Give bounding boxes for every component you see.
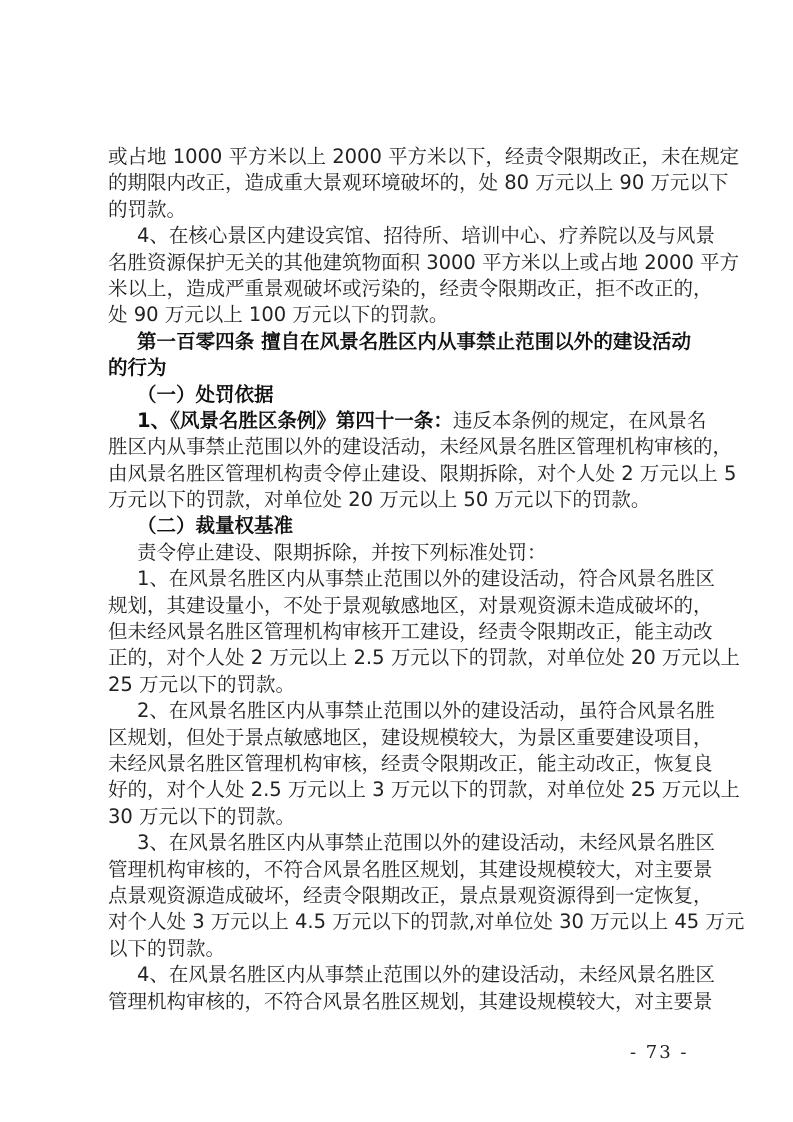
text-line [108, 751, 713, 777]
line-text: 4、在核心景区内建设宾馆、招待所、培训中心、疗养院以及与风景 [137, 224, 715, 248]
line-text: 由风景名胜区管理机构责令停止建设、限期拆除，对个人处 2 万元以上 5 [108, 461, 737, 485]
line-text: 的罚款。 [108, 197, 187, 221]
text-line [108, 962, 715, 988]
line-text: 正的，对个人处 2 万元以上 2.5 万元以下的罚款，对单位处 20 万元以上 [108, 646, 740, 670]
line-text: 责令停止建设、限期拆除，并按下列标准处罚： [137, 540, 547, 564]
text-line [108, 434, 733, 460]
line-text: 第一百零四条 擅自在风景名胜区内从事禁止范围以外的建设活动 [137, 329, 691, 353]
text-line [108, 672, 691, 698]
line-text: 1、在风景名胜区内从事禁止范围以外的建设活动，符合风景名胜区 [137, 567, 715, 591]
text-line [108, 144, 740, 170]
line-text: （一）处罚依据 [137, 382, 274, 406]
line-text: 米以上，造成严重景观破坏或污染的，经责令限期改正，拒不改正的， [108, 276, 713, 300]
line-text: 25 万元以下的罚款。 [108, 672, 296, 696]
text-line [108, 936, 691, 962]
text-line [108, 830, 715, 856]
text-line [108, 909, 745, 935]
line-text: 未经风景名胜区管理机构审核，经责令限期改正，能主动改正，恢复良 [108, 751, 713, 775]
text-line [108, 487, 691, 513]
text-line [108, 461, 737, 487]
text-line [108, 276, 713, 302]
line-text: 名胜资源保护无关的其他建筑物面积 3000 平方米以上或占地 2000 平方 [108, 250, 740, 274]
text-line [108, 408, 707, 434]
text-line [108, 645, 740, 671]
line-text: 管理机构审核的，不符合风景名胜区规划，其建设规模较大，对主要景 [108, 857, 713, 881]
line-text: 违反本条例的规定，在风景名 [452, 408, 707, 432]
text-line [108, 698, 715, 724]
text-line [108, 513, 691, 539]
text-line [108, 302, 691, 328]
document-body [108, 144, 745, 1015]
line-text: （二）裁量权基准 [137, 514, 294, 538]
line-text: 3、在风景名胜区内从事禁止范围以外的建设活动，未经风景名胜区 [137, 831, 715, 855]
text-line [108, 329, 691, 355]
line-text: 管理机构审核的，不符合风景名胜区规划，其建设规模较大，对主要景 [108, 989, 713, 1013]
text-line [108, 250, 740, 276]
line-text: 万元以下的罚款，对单位处 20 万元以上 50 万元以下的罚款。 [108, 488, 651, 512]
bold-citation: 1、《风景名胜区条例》第四十一条： [137, 408, 453, 432]
text-line [108, 170, 729, 196]
line-text: 或占地 1000 平方米以上 2000 平方米以下，经责令限期改正，未在规定 [108, 145, 740, 168]
text-line [108, 355, 691, 381]
line-text: 4、在风景名胜区内从事禁止范围以外的建设活动，未经风景名胜区 [137, 963, 715, 987]
text-line [108, 540, 691, 566]
text-line [108, 382, 691, 408]
text-line [108, 883, 713, 909]
line-text: 区规划，但处于景点敏感地区，建设规模较大，为景区重要建设项目， [108, 725, 713, 749]
text-line [108, 777, 740, 803]
line-text: 处 90 万元以上 100 万元以下的罚款。 [108, 303, 449, 327]
line-text: 规划，其建设量小，不处于景观敏感地区，对景观资源未造成破坏的， [108, 593, 713, 617]
line-text: 但未经风景名胜区管理机构审核开工建设，经责令限期改正，能主动改 [108, 620, 713, 644]
line-text: 以下的罚款。 [108, 936, 226, 960]
text-line [108, 593, 713, 619]
text-line [108, 619, 713, 645]
line-text: 对个人处 3 万元以上 4.5 万元以下的罚款,对单位处 30 万元以上 45 万元 [108, 910, 745, 934]
line-text: 胜区内从事禁止范围以外的建设活动，未经风景名胜区管理机构审核的， [108, 435, 733, 459]
line-text: 30 万元以下的罚款。 [108, 804, 296, 828]
page-number: - 73 - [630, 1042, 689, 1063]
line-text: 点景观资源造成破坏，经责令限期改正，景点景观资源得到一定恢复， [108, 883, 713, 907]
line-text: 的行为 [108, 356, 167, 380]
line-text: 好的，对个人处 2.5 万元以上 3 万元以下的罚款，对单位处 25 万元以上 [108, 778, 740, 802]
line-text: 的期限内改正，造成重大景观环境破坏的，处 80 万元以上 90 万元以下 [108, 171, 729, 195]
text-line [108, 804, 691, 830]
text-line [108, 566, 715, 592]
text-line [108, 725, 713, 751]
text-line [108, 197, 691, 223]
line-text: 2、在风景名胜区内从事禁止范围以外的建设活动，虽符合风景名胜 [137, 699, 715, 723]
text-line [108, 857, 713, 883]
text-line [108, 989, 713, 1015]
text-line [108, 223, 715, 249]
